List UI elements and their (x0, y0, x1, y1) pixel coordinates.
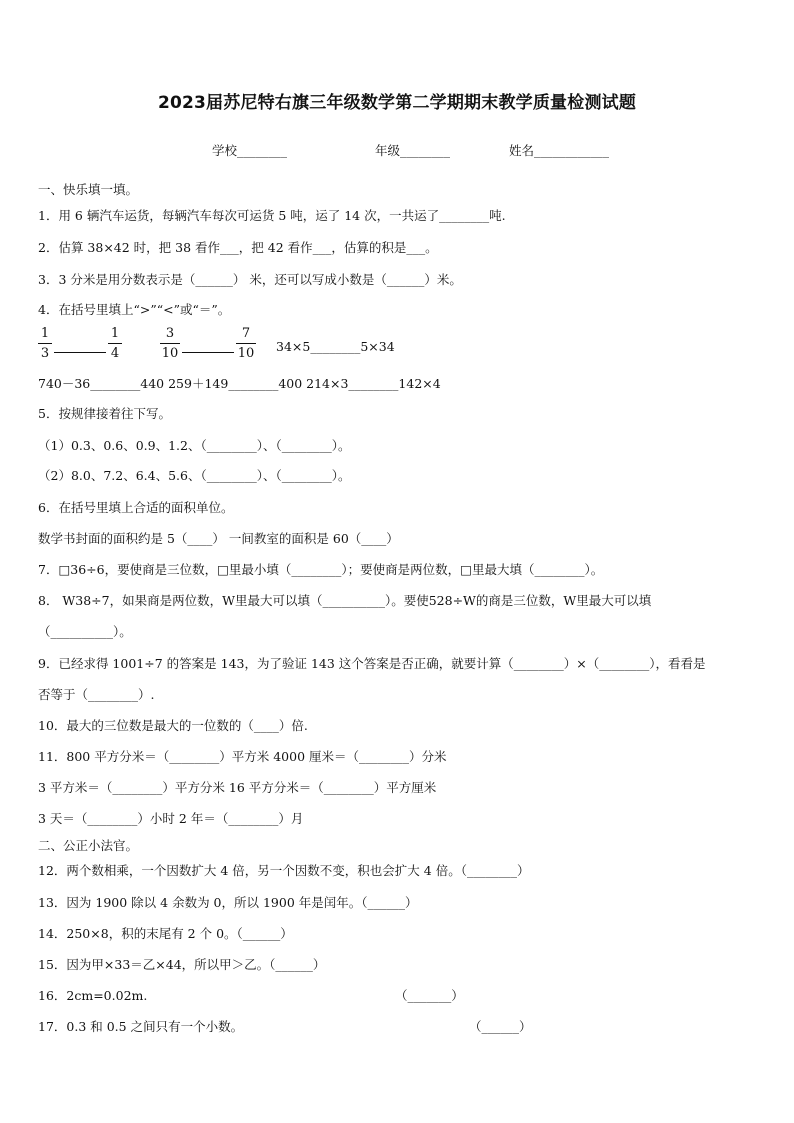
question-17-answer-blank[interactable]: （______） (469, 1019, 532, 1034)
question-7: 7．□36÷6，要使商是三位数，□里最小填（________）；要使商是两位数，□里最大填（________）。 (38, 562, 604, 577)
compare-blank-2[interactable] (182, 352, 234, 353)
fraction-1-3: 1 3 (38, 326, 52, 361)
question-9-line-2: 否等于（________）. (38, 687, 155, 702)
compare-expr-34x5: 34×5________5×34 (276, 339, 395, 354)
question-11-line-3: 3 天＝（________）小时 2 年＝（________）月 (38, 811, 304, 826)
question-5: 5．按规律接着往下写。 (38, 406, 171, 421)
question-14: 14．250×8，积的末尾有 2 个 0。（______） (38, 926, 293, 941)
compare-blank-1[interactable] (54, 352, 106, 353)
question-11-line-1: 11．800 平方分米＝（________）平方米 4000 厘米＝（________）分米 (38, 749, 447, 764)
question-13: 13．因为 1900 除以 4 余数为 0，所以 1900 年是闰年。（______） (38, 895, 418, 910)
question-2: 2．估算 38×42 时，把 38 看作___，把 42 看作___，估算的积是___。 (38, 240, 438, 255)
page-title: 2023届苏尼特右旗三年级数学第二学期期末教学质量检测试题 (157, 93, 637, 113)
question-5-part-1: （1）0.3、0.6、0.9、1.2、（________）、（________）。 (38, 438, 351, 453)
question-1: 1．用 6 辆汽车运货，每辆汽车每次可运货 5 吨，运了 14 次，一共运了________吨. (38, 208, 506, 223)
question-6-row: 数学书封面的面积约是 5（____） 一间教室的面积是 60（____） (38, 531, 399, 546)
question-8-line-1: 8． W38÷7，如果商是两位数，W里最大可以填（__________）。要使528÷W的商是三位数，W里最大可以填 (38, 593, 652, 608)
question-10: 10．最大的三位数是最大的一位数的（____）倍. (38, 718, 308, 733)
fraction-7-10: 7 10 (237, 326, 255, 361)
question-11-line-2: 3 平方米＝（________）平方分米 16 平方分米＝（________）平方厘米 (38, 780, 437, 795)
fraction-1-4: 1 4 (108, 326, 122, 361)
fraction-3-10: 3 10 (161, 326, 179, 361)
name-field: 姓名____________ (509, 143, 610, 158)
question-3: 3．3 分米是用分数表示是（______） 米，还可以写成小数是（______）米。 (38, 272, 462, 287)
question-6: 6．在括号里填上合适的面积单位。 (38, 500, 234, 515)
question-12: 12．两个数相乘，一个因数扩大 4 倍，另一个因数不变，积也会扩大 4 倍。（________） (38, 863, 530, 878)
question-9-line-1: 9．已经求得 1001÷7 的答案是 143，为了验证 143 这个答案是否正确，就要计算（________）×（________），看看是 (38, 656, 706, 671)
question-15: 15．因为甲×33＝乙×44，所以甲＞乙。（______） (38, 957, 326, 972)
section-heading-2: 二、公正小法官。 (38, 838, 139, 853)
question-4: 4．在括号里填上“>”“<”或“＝”。 (38, 302, 231, 317)
question-8-line-2: （__________）。 (38, 624, 132, 639)
section-heading-1: 一、快乐填一填。 (38, 182, 139, 197)
question-5-part-2: （2）8.0、7.2、6.4、5.6、（________）、（________）。 (38, 468, 351, 483)
question-17: 17．0.3 和 0.5 之间只有一个小数。 (38, 1019, 244, 1034)
grade-field: 年级________ (375, 143, 451, 158)
question-16-answer-blank[interactable]: （_______） (395, 988, 464, 1003)
school-field: 学校________ (212, 143, 288, 158)
question-4-row-2: 740－36________440 259＋149________400 214×3________142×4 (38, 376, 441, 391)
question-16: 16．2cm=0.02m. (38, 988, 148, 1003)
